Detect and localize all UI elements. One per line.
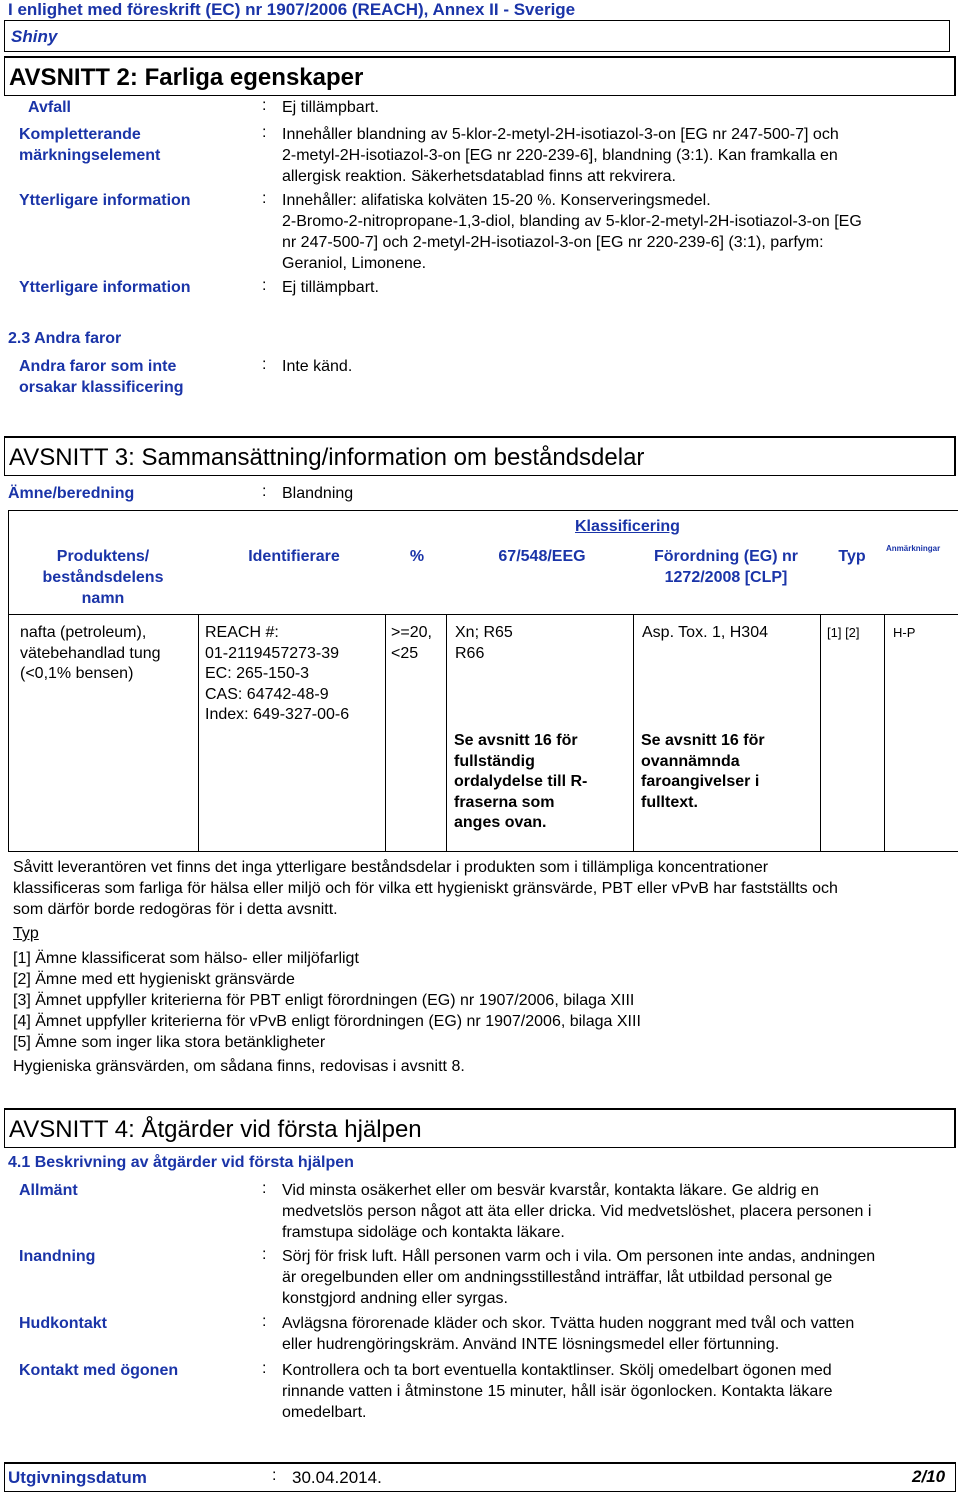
value-line: Geraniol, Limonene.	[282, 255, 427, 272]
cell-line: fulltext.	[641, 793, 698, 811]
cell-line: ordalydelse till R-	[454, 773, 588, 790]
cell-typ: [1] [2]	[827, 625, 860, 640]
cell-line: nafta (petroleum),	[20, 624, 147, 641]
value-line: 2-metyl-2H-isotiazol-3-on [EG nr 220-239-6], blandning (3:1). Kan framkalla en	[282, 147, 838, 164]
cell-line: Se avsnitt 16 för	[641, 732, 765, 749]
cell-name	[20, 623, 161, 685]
value-line: Kontrollera och ta bort eventuella kontaktlinser. Skölj omedelbart ögonen med	[282, 1362, 832, 1379]
section-3-title: AVSNITT 3: Sammansättning/information om beståndsdelar	[9, 444, 645, 471]
disclosure-paragraph	[13, 857, 838, 920]
subsection-4-1: 4.1 Beskrivning av åtgärder vid första hjälpen	[8, 1154, 354, 1171]
header-clp	[630, 546, 822, 588]
cell-line: EC: 265-150-3	[205, 665, 310, 682]
paragraph-line: klassificeras som farliga för hälsa eller miljö och för vilka ett hygieniskt gränsvärde, PBT eller vPvB har fastställts och	[13, 880, 838, 897]
cell-line: <25	[391, 644, 419, 662]
header-line: Förordning (EG) nr	[654, 548, 798, 565]
product-name-box	[4, 20, 950, 52]
colon: :	[262, 356, 267, 373]
table-col-divider	[198, 614, 199, 852]
colon: :	[262, 97, 267, 114]
typ-item: [4] Ämnet uppfyller kriterierna för vPvB enligt förordningen (EG) nr 1907/2006, bilaga XIII	[13, 1013, 641, 1030]
section-4-header	[4, 1108, 956, 1148]
cell-line: fullständig	[454, 752, 535, 770]
cell-percent	[391, 623, 432, 664]
cell-line: CAS: 64742-48-9	[205, 685, 329, 703]
cell-identifierare	[205, 623, 349, 726]
label-kontakt-ogonen: Kontakt med ögonen	[19, 1362, 179, 1379]
colon: :	[262, 124, 267, 141]
cell-line: R66	[455, 644, 485, 662]
value-line: omedelbart.	[282, 1404, 367, 1421]
value-hudkontakt	[282, 1313, 854, 1355]
cell-clp: Asp. Tox. 1, H304	[642, 624, 768, 641]
value-line: Vid minsta osäkerhet eller om besvär kvarstår, kontakta läkare. Ge aldrig en	[282, 1182, 819, 1199]
cell-line: vätebehandlad tung	[20, 644, 161, 662]
colon: :	[272, 1467, 277, 1484]
typ-item: [3] Ämnet uppfyller kriterierna för PBT enligt förordningen (EG) nr 1907/2006, bilaga XIII	[13, 992, 635, 1009]
label-line: Andra faror som inte	[19, 358, 177, 375]
value-line: eller hudrengöringskräm. Använd INTE lösningsmedel eller förtunning.	[282, 1336, 780, 1353]
paragraph-line: Såvitt leverantören vet finns det inga ytterligare beståndsdelar i produkten som i tillämpliga koncentrationer	[13, 859, 769, 876]
value-line: Avlägsna förorenade kläder och skor. Tvätta huden noggrant med tvål och vatten	[282, 1315, 855, 1332]
section-2-header	[4, 56, 956, 96]
value-line: rinnande vatten i åtminstone 15 minuter, håll isär ögonlocken. Kontakta läkare	[282, 1383, 833, 1400]
value-line: är oregelbunden eller om andningsstillestånd inträffar, låt utbildad personal ge	[282, 1269, 833, 1286]
header-anmarkningar: Anmärkningar	[886, 544, 941, 553]
cell-line: anges ovan.	[454, 814, 547, 831]
value-andra-faror: Inte känd.	[282, 358, 353, 375]
colon: :	[262, 277, 267, 294]
regulation-header: I enlighet med föreskrift (EC) nr 1907/2006 (REACH), Annex II - Sverige	[8, 0, 576, 19]
value-line: medvetslös person något att äta eller dricka. Vid medvetslöshet, placera personen i	[282, 1203, 872, 1220]
cell-line: 01-2119457273-39	[205, 644, 340, 662]
header-typ: Typ	[838, 548, 866, 565]
label-avfall: Avfall	[28, 99, 71, 116]
value-inandning	[282, 1246, 875, 1309]
paragraph-line: som därför borde redogöras för i detta avsnitt.	[13, 901, 338, 918]
cell-line: ovannämnda	[641, 752, 740, 770]
table-col-divider	[446, 614, 447, 852]
cell-line: >=20,	[391, 624, 432, 641]
table-col-divider	[633, 614, 634, 852]
value-line: Innehåller blandning av 5-klor-2-metyl-2H-isotiazol-3-on [EG nr 247-500-7] och	[282, 126, 839, 143]
product-name: Shiny	[11, 27, 58, 46]
label-ytterligare-1: Ytterligare information	[19, 192, 191, 209]
value-line: 2-Bromo-2-nitropropane-1,3-diol, blanding av 5-klor-2-metyl-2H-isotiazol-3-on [EG	[282, 213, 862, 230]
cell-line: Se avsnitt 16 för	[454, 732, 578, 749]
cell-note: H-P	[893, 625, 916, 640]
value-line: Sörj för frisk luft. Håll personen varm och i vila. Om personen inte andas, andningen	[282, 1248, 876, 1265]
value-line: Innehåller: alifatiska kolväten 15-20 %. Konserveringsmedel.	[282, 192, 711, 209]
header-identifierare: Identifierare	[248, 548, 340, 565]
footer-label: Utgivningsdatum	[8, 1468, 147, 1487]
value-line: allergisk reaktion. Säkerhetsdatablad finns att rekvirera.	[282, 168, 676, 185]
table-col-divider	[385, 614, 386, 852]
value-line: framstupa sidoläge och kontakta läkare.	[282, 1224, 565, 1241]
header-klassificering: Klassificering	[575, 518, 680, 535]
colon: :	[262, 190, 267, 207]
typ-item: [1] Ämne klassificerat som hälso- eller miljöfarligt	[13, 950, 359, 967]
value-ytterligare-1	[282, 190, 862, 274]
colon: :	[262, 1180, 267, 1197]
header-line: 1272/2008 [CLP]	[664, 569, 788, 586]
label-andra-faror	[19, 356, 184, 398]
label-hudkontakt: Hudkontakt	[19, 1315, 107, 1332]
header-line: Produktens/	[56, 548, 150, 565]
page-number: 2/10	[912, 1467, 946, 1486]
label-line: Kompletterande	[19, 126, 141, 143]
colon: :	[262, 483, 267, 500]
section-3-header	[4, 436, 956, 476]
see-section-16-eeg	[454, 731, 587, 834]
cell-line: REACH #:	[205, 624, 279, 641]
cell-line: (<0,1% bensen)	[20, 665, 134, 682]
colon: :	[262, 1313, 267, 1330]
label-ytterligare-2: Ytterligare information	[19, 279, 191, 296]
table-col-divider	[884, 614, 885, 852]
cell-line: Xn; R65	[455, 624, 513, 641]
value-kontakt-ogonen	[282, 1360, 833, 1423]
see-section-16-clp	[641, 731, 765, 813]
section-2-title: AVSNITT 2: Farliga egenskaper	[9, 64, 364, 91]
typ-item: [5] Ämne som inger lika stora betänkligheter	[13, 1034, 326, 1051]
footer-date: 30.04.2014.	[292, 1468, 382, 1487]
label-allmant: Allmänt	[19, 1182, 78, 1199]
section-4-title: AVSNITT 4: Åtgärder vid första hjälpen	[9, 1116, 422, 1143]
header-eeg: 67/548/EEG	[498, 548, 586, 565]
typ-heading: Typ	[13, 925, 39, 942]
value-ytterligare-2: Ej tillämpbart.	[282, 279, 379, 296]
table-header-divider	[8, 614, 958, 615]
header-name	[10, 546, 196, 609]
cell-line: faroangivelser i	[641, 773, 760, 790]
value-amne-beredning: Blandning	[282, 485, 354, 502]
typ-item: [2] Ämne med ett hygieniskt gränsvärde	[13, 971, 295, 988]
label-inandning: Inandning	[19, 1248, 96, 1265]
value-line: nr 247-500-7] och 2-metyl-2H-isotiazol-3-on [EG nr 220-239-6] (3:1), parfym:	[282, 234, 824, 251]
label-amne-beredning: Ämne/beredning	[8, 485, 135, 502]
hygiene-note: Hygieniska gränsvärden, om sådana finns, redovisas i avsnitt 8.	[13, 1058, 465, 1075]
cell-line: fraserna som	[454, 793, 555, 811]
header-line: namn	[81, 590, 125, 607]
typ-list	[13, 948, 641, 1053]
value-kompletterande	[282, 124, 839, 187]
label-kompletterande	[19, 124, 160, 166]
cell-eeg	[455, 623, 513, 664]
table-col-divider	[820, 614, 821, 852]
label-line: orsakar klassificering	[19, 379, 184, 396]
colon: :	[262, 1360, 267, 1377]
subsection-2-3: 2.3 Andra faror	[8, 330, 122, 347]
value-line: konstgjord andning eller syrgas.	[282, 1290, 508, 1307]
value-allmant	[282, 1180, 871, 1243]
cell-line: Index: 649-327-00-6	[205, 706, 350, 723]
value-avfall: Ej tillämpbart.	[282, 99, 379, 116]
colon: :	[262, 1246, 267, 1263]
header-percent: %	[409, 548, 425, 565]
header-line: beståndsdelens	[42, 569, 164, 586]
label-line: märkningselement	[19, 147, 161, 164]
